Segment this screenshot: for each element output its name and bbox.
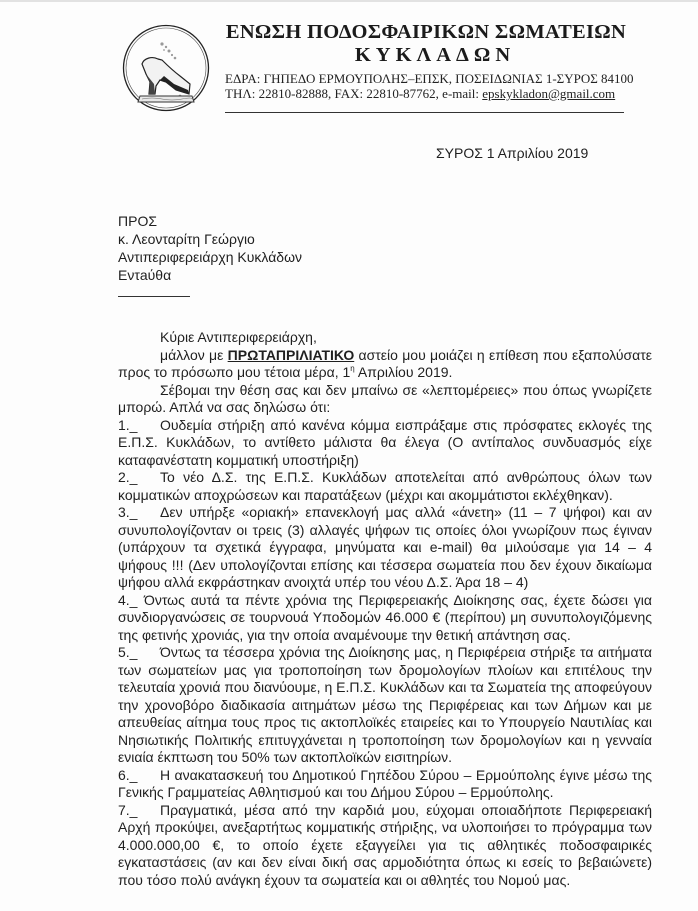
intro-text: αστείο μου μοιάζει η επίθεση που εξαπολύσατε προς το πρόσωπο μου τέτοια μέρα, 1 bbox=[118, 346, 652, 380]
item-number: 2._ bbox=[118, 469, 138, 485]
organization-name bbox=[225, 20, 627, 66]
email-link[interactable]: epskykladon@gmail.com bbox=[482, 86, 616, 101]
item-number: 5._ bbox=[118, 644, 138, 660]
letter-body bbox=[118, 329, 652, 889]
salutation: Κύριε Αντιπεριφερειάρχη, bbox=[160, 329, 317, 345]
header-divider bbox=[225, 112, 624, 113]
intro-text: μάλλον με bbox=[160, 346, 228, 363]
list-item bbox=[118, 767, 652, 802]
list-item bbox=[118, 592, 652, 645]
item-text: Όντως τα τέσσερα χρόνια της Διοίκησης μας, η Περιφέρεια στήριξε τα αιτήματα των σωματείων μας για τροποποίηση των δρομολογίων πλοίων και επιτέλους την τελευταία χρονιά που διανύουμε, η Ε.Π.Σ. Κυκλάδων και τα Σωματεία της αποφεύγουν την χρονοβόρο διαδικασία αιτημάτων μέσω της Περιφέρειας και των Δήμων και με απευθείας αίτημα τους προς τις ακτοπλοϊκές εταιρείες και το Υπουργείο Ναυτιλίας και Νησιωτικής Πολιτικής επιτυγχάνεται η τροποποίηση των δρομολογίων και η γενναία ενιαία έκπτωση του 50% των ακτοπλοϊκών εισιτηρίων. bbox=[118, 644, 652, 765]
item-number: 4._ bbox=[118, 591, 138, 608]
item-text: Ουδεμία στήριξη από κανένα κόμμα εισπράξαμε στις πρόσφατες εκλογές της Ε.Π.Σ. Κυκλάδων, το αντίθετο μάλιστα θα έλεγα (Ο αντίπαλος συνδυασμός είχε καταφανέστατη κομματική υποστήριξη) bbox=[118, 416, 652, 468]
list-item bbox=[118, 504, 652, 592]
intro-text: Απριλίου 2019. bbox=[354, 364, 453, 380]
recipient-divider bbox=[118, 296, 190, 297]
item-number: 7._ bbox=[118, 801, 138, 818]
respect-paragraph: Σέβομαι την θέση σας και δεν μπαίνω σε «λεπτομέρειες» που όπως γνωρίζετε μπορώ. Απλά να σας δηλώσω ότι: bbox=[118, 381, 652, 415]
lion-emblem-icon bbox=[122, 24, 210, 112]
item-text: Πραγματικά, μέσα από την καρδιά μου, εύχομαι οποιαδήποτε Περιφερειακή Αρχή προκύψει, ανεξαρτήτως κομματικής στήριξης, να υλοποιήσει το πρόγραμμα των 4.000.000,00 €, το οποίο έχετε εξαγγείλει για τις αθλητικές ποδοσφαιρικές εγκαταστάσεις (αν και δεν είναι δική σας αρμοδιότητα όπως κι εσείς το βεβαιώνετε) που τόσο πολύ ανάγκη έχουν τα σωματεία και οι αθλητές του Νομού μας. bbox=[118, 801, 652, 888]
organization-address: ΕΔΡΑ: ΓΗΠΕΔΟ ΕΡΜΟΥΠΟΛΗΣ–ΕΠΣΚ, ΠΟΣΕΙΔΩΝΙΑΣ 1-ΣΥΡΟΣ 84100 bbox=[225, 71, 634, 86]
intro-superscript: η bbox=[350, 364, 355, 373]
intro-emphasis: ΠΡΩΤΑΠΡΙΛΙΑΤΙΚΟ bbox=[227, 346, 355, 363]
contact-phone-fax: ΤΗΛ: 22810-82888, FAX: 22810-87762, e-mail: bbox=[225, 86, 483, 101]
item-text: Η ανακατασκευή του Δημοτικού Γηπέδου Σύρου – Ερμούπολης έγινε μέσω της Γενικής Γραμματείας Αθλητισμού και του Δήμου Σύρου – Ερμούπολης. bbox=[118, 766, 652, 800]
recipient-line: κ. Λεονταρίτη Γεώργιο bbox=[118, 231, 255, 247]
organization-contact bbox=[225, 86, 615, 101]
recipient-line: Αντιπεριφερειάρχη Κυκλάδων bbox=[118, 249, 303, 265]
item-text: Το νέο Δ.Σ. της Ε.Π.Σ. Κυκλάδων αποτελείται από ανθρώπους όλων των κομματικών αποχρώσεων και παρατάξεων (μέχρι και ακομμάτιστοι εκλέχθηκαν). bbox=[118, 469, 652, 503]
item-number: 3._ bbox=[118, 504, 138, 520]
item-number: 6._ bbox=[118, 766, 138, 783]
letter-date: ΣΥΡΟΣ 1 Απριλίου 2019 bbox=[436, 145, 589, 161]
list-item bbox=[118, 802, 652, 890]
item-text: Δεν υπήρξε «οριακή» επανεκλογή μας αλλά «άνετη» (11 – 7 ψήφοι) και αν συνυπολογίζονταν οι τρεις (3) αλλαγές ψήφων τις οποίες όλοι γνωρίζουν πως έγιναν (υπάρχουν τα σχετικά έγγραφα, μηνύματα και e-mail) θα μιλούσαμε για 14 – 4 ψήφους !!! (Δεν υπολογίζονται επίσης και τέσσερα σωματεία που δεν έχουν δικαίωμα ψήφου αλλά εκφράστηκαν ανοιχτά υπέρ του νέου Δ.Σ. Άρα 18 – 4) bbox=[118, 504, 652, 590]
recipient-block bbox=[118, 212, 302, 284]
item-text: Όντως αυτά τα πέντε χρόνια της Περιφερειακής Διοίκησης σας, έχετε δώσει για συνδιοργανώσεις σε τουρνουά Υποδομών 46.000 € (περίπου) μη συνυπολογιζόμενης της φετινής χρονιάς, για την οποία αναμένουμε την θετική απάντηση σας. bbox=[118, 591, 652, 643]
organization-name-line1: ΕΝΩΣΗ ΠΟΔΟΣΦΑΙΡΙΚΩΝ ΣΩΜΑΤΕΙΩΝ bbox=[225, 21, 627, 43]
organization-name-line2: ΚΥΚΛΑΔΩΝ bbox=[354, 44, 516, 66]
recipient-line: ΠΡΟΣ bbox=[118, 213, 157, 229]
recipient-line: Εντaύθα bbox=[118, 267, 172, 283]
item-number: 1._ bbox=[118, 416, 138, 433]
list-item bbox=[118, 644, 652, 767]
list-item bbox=[118, 469, 652, 504]
list-item bbox=[118, 417, 652, 470]
intro-paragraph bbox=[118, 347, 652, 382]
